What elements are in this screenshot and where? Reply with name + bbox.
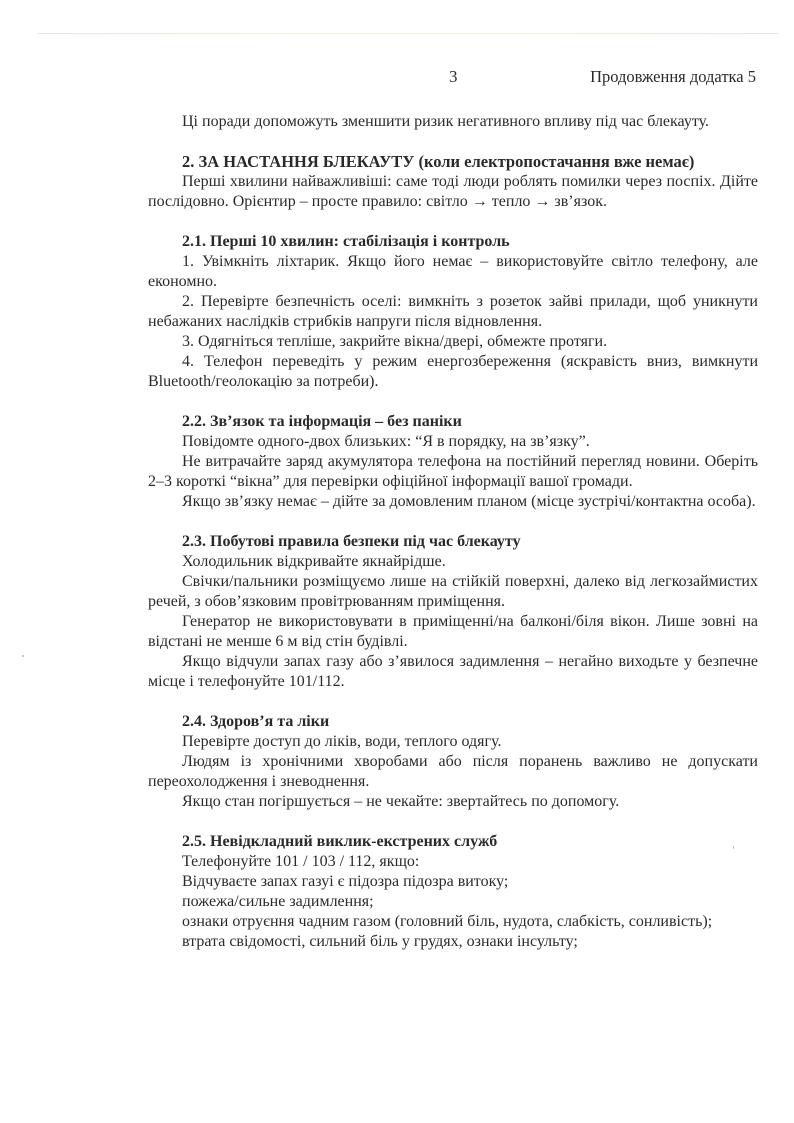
section-heading: 2. ЗА НАСТАННЯ БЛЕКАУТУ (коли електропостачання вже немає) (182, 152, 695, 171)
paragraph: Генератор не використовувати в приміщенні/на балконі/біля вікон. Лише зовні на відстані не менше 6 м від стін будівлі. (148, 613, 758, 650)
paragraph: Повідомте одного-двох близьких: “Я в порядку, на зв’язку”. (182, 433, 590, 450)
paragraph: Якщо відчули запах газу або з’явилося задимлення – негайно виходьте у безпечне місце і телефонуйте 101/112. (148, 653, 758, 690)
scan-speck (22, 655, 24, 657)
scan-artifact-line (38, 33, 778, 34)
paragraph: Відчуваєте запах газуі є підозра підозра витоку; (182, 873, 509, 890)
subsection-heading: 2.4. Здоров’я та ліки (182, 713, 330, 730)
document-body (148, 112, 758, 952)
paragraph: Якщо стан погіршується – не чекайте: звертайтесь по допомогу. (182, 793, 620, 810)
paragraph: Якщо зв’язку немає – дійте за домовленим планом (місце зустрічі/контактна особа). (182, 493, 756, 510)
paragraph: Перевірте доступ до ліків, води, теплого одягу. (182, 733, 502, 750)
subsection-heading: 2.1. Перші 10 хвилин: стабілізація і контроль (182, 233, 510, 250)
section-paragraph: Перші хвилини найважливіші: саме тоді люди роблять помилки через поспіх. Дійте послідовно. Орієнтир – просте правило: світло → тепло → зв’язок. (148, 173, 758, 210)
subsection-heading: 2.3. Побутові правила безпеки під час блекауту (182, 533, 521, 550)
subsection-heading: 2.2. Зв’язок та інформація – без паніки (182, 413, 462, 430)
paragraph: 4. Телефон переведіть у режим енергозбереження (яскравість вниз, вимкнути Bluetooth/геолокацію за потреби). (148, 353, 758, 390)
subsection-heading: 2.5. Невідкладний виклик-екстрених служб (182, 833, 498, 850)
paragraph: Свічки/пальники розміщуємо лише на стійкій поверхні, далеко від легкозаймистих речей, з обов’язковим провітрюванням приміщення. (148, 573, 758, 610)
running-title: Продовження додатка 5 (590, 67, 756, 86)
page-number: 3 (449, 67, 458, 86)
paragraph: втрата свідомості, сильний біль у грудях, ознаки інсульту; (182, 933, 578, 950)
paragraph: 1. Увімкніть ліхтарик. Якщо його немає – використовуйте світло телефону, але економно. (148, 253, 758, 290)
paragraph: Не витрачайте заряд акумулятора телефона на постійний перегляд новини. Оберіть 2–3 короткі “вікна” для перевірки офіційної інформації вашої громади. (148, 453, 758, 490)
paragraph: 3. Одягніться тепліше, закрийте вікна/двері, обмежте протяги. (182, 333, 608, 350)
paragraph: пожежа/сильне задимлення; (182, 893, 374, 910)
paragraph: Людям із хронічними хворобами або після поранень важливо не допускати переохолодження і зневоднення. (148, 753, 758, 790)
intro-paragraph: Ці поради допоможуть зменшити ризик негативного впливу під час блекауту. (182, 113, 710, 130)
paragraph: 2. Перевірте безпечність оселі: вимкніть з розеток зайві прилади, щоб уникнути небажаних наслідків стрибків напруги після відновлення. (148, 293, 758, 330)
paragraph: ознаки отруєння чадним газом (головний біль, нудота, слабкість, сонливість); (182, 913, 713, 930)
paragraph: Холодильник відкривайте якнайрідше. (182, 553, 446, 570)
paragraph: Телефонуйте 101 / 103 / 112, якщо: (182, 853, 420, 870)
